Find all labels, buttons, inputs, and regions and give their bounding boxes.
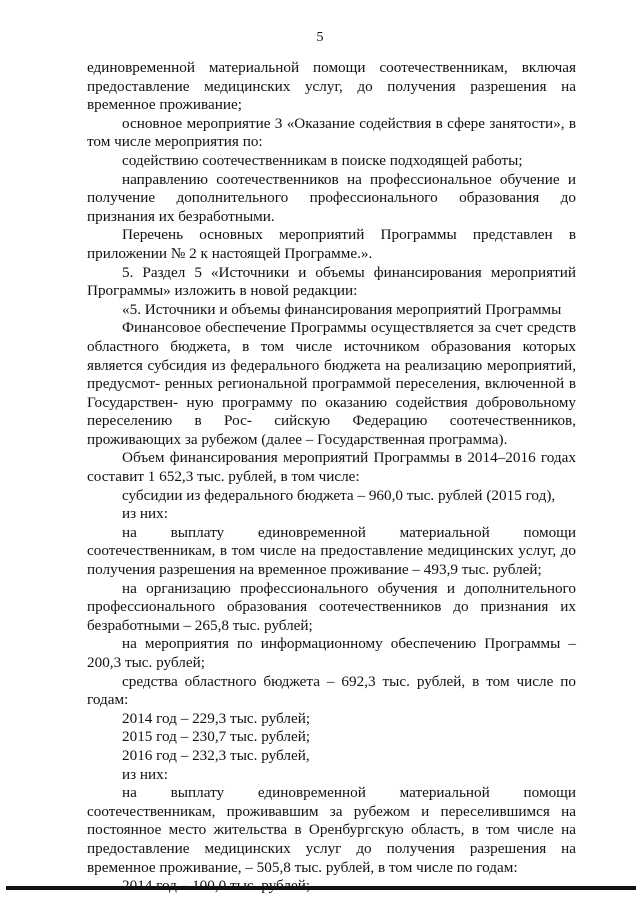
paragraph: направлению соотечественников на профессиональное обучение и получение дополнительного профессионального образования до признания их безработными. <box>87 170 576 225</box>
list-item: 2014 год – 229,3 тыс. рублей; <box>122 709 311 727</box>
paragraph: содействию соотечественникам в поиске подходящей работы; <box>122 151 523 169</box>
paragraph: из них: <box>122 505 168 523</box>
paragraph: из них: <box>122 765 168 783</box>
paragraph: Объем финансирования мероприятий Программы в 2014–2016 годах составит 1 652,3 тыс. рублей, в том числе: <box>87 449 576 486</box>
section-heading: «5. Источники и объемы финансирования мероприятий Программы <box>122 300 562 318</box>
page-number: 5 <box>316 30 324 45</box>
paragraph: на выплату единовременной материальной помощи соотечественникам, проживавшим за рубежом и переселившимся на постоянное место жительства в Оренбургскую область, в том числе на предоставление медицинских услуг до получения разрешения на временное проживание, – 505,8 тыс. рублей, в том числе по годам: <box>87 784 576 876</box>
paragraph: субсидии из федерального бюджета – 960,0 тыс. рублей (2015 год), <box>122 486 556 504</box>
paragraph: на мероприятия по информационному обеспечению Программы – 200,3 тыс. рублей; <box>87 635 576 671</box>
paragraph: основное мероприятие 3 «Оказание содействия в сфере занятости», в том числе мероприятия по: <box>87 114 576 151</box>
paragraph: на организацию профессионального обучения и дополнительного профессионального образования соотечественников до признания их безработными – 265,8 тыс. рублей; <box>87 579 576 634</box>
list-item: 2016 год – 232,3 тыс. рублей, <box>122 746 310 764</box>
paragraph: средства областного бюджета – 692,3 тыс. рублей, в том числе по годам: <box>87 672 576 709</box>
bottom-rule <box>6 886 636 890</box>
list-item: 2015 год – 230,7 тыс. рублей; <box>122 728 311 746</box>
paragraph: на выплату единовременной материальной помощи соотечественникам, в том числе на предоставление медицинских услуг, до получения разрешения на временное проживание – 493,9 тыс. рублей; <box>87 523 576 579</box>
paragraph: Финансовое обеспечение Программы осуществляется за счет средств областного бюджета, в том числе источником образования которых является субсидия из федерального бюджета на реализацию мероприятий, предусмот- ренных региональной программой переселения, включенной в Государствен- ную программу по оказанию содействия добровольному переселению в Рос- сийскую Федерацию соотечественников, проживающих за рубежом (далее – Государственная программа). <box>87 319 576 448</box>
paragraph: 5. Раздел 5 «Источники и объемы финансирования мероприятий Программы» изложить в новой редакции: <box>87 263 576 300</box>
paragraph: Перечень основных мероприятий Программы представлен в приложении № 2 к настоящей Программе.». <box>87 226 576 262</box>
paragraph: единовременной материальной помощи соотечественникам, включая предоставление медицинских услуг, до получения разрешения на временное проживание; <box>87 59 576 114</box>
document-body <box>87 59 576 896</box>
